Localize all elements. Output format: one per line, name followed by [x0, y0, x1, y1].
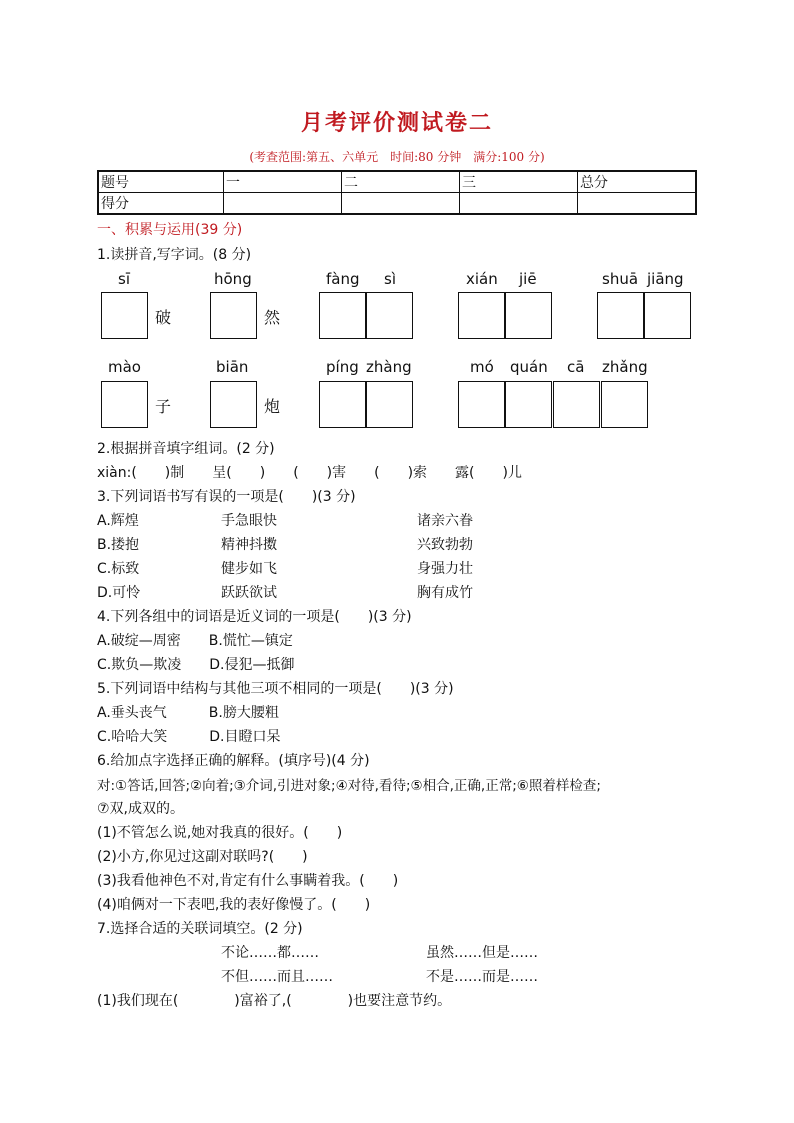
conjunction-option: 不但……而且…… [221, 969, 333, 985]
answer-box[interactable] [505, 292, 552, 339]
option-label: A.辉煌 [97, 513, 139, 529]
pinyin: mào [108, 358, 141, 376]
question-5-prompt: 5.下列词语中结构与其他三项不相同的一项是( )(3 分) [97, 681, 454, 697]
pinyin: cā [567, 358, 585, 376]
answer-box[interactable] [458, 381, 505, 428]
pinyin: xián [466, 270, 498, 288]
given-character: 然 [264, 308, 281, 327]
page-title: 月考评价测试卷二 [300, 110, 493, 136]
pinyin: zhàng [366, 358, 412, 376]
exam-scope: (考查范围:第五、六单元 时间:80 分钟 满分:100 分) [249, 150, 545, 164]
sub-question: (3)我看他神色不对,肯定有什么事瞒着我。( ) [97, 873, 399, 889]
conjunction-option: 不是……而是…… [426, 969, 538, 985]
pinyin: shuā [602, 270, 639, 288]
question-2-prompt: 2.根据拼音填字组词。(2 分) [97, 441, 275, 457]
answer-box[interactable] [601, 381, 648, 428]
score-table-header-row [98, 171, 696, 193]
question-7-prompt: 7.选择合适的关联词填空。(2 分) [97, 921, 303, 937]
pinyin: jiāng [647, 270, 684, 288]
answer-box[interactable] [553, 381, 600, 428]
answer-box[interactable] [319, 292, 366, 339]
pinyin: fàng [326, 270, 360, 288]
conjunction-option: 虽然……但是…… [426, 945, 538, 961]
score-cell[interactable] [460, 193, 578, 215]
pinyin: jiē [519, 270, 537, 288]
options-line: C.欺负—欺凌 D.侵犯—抵御 [97, 657, 295, 673]
pinyin: sī [118, 270, 130, 288]
sub-question: (1)我们现在( )富裕了,( )也要注意节约。 [97, 993, 452, 1009]
answer-box[interactable] [319, 381, 366, 428]
sub-question: (1)不管怎么说,她对我真的很好。( ) [97, 825, 343, 841]
score-cell[interactable] [342, 193, 460, 215]
option-word: 胸有成竹 [417, 585, 473, 601]
given-character: 炮 [264, 397, 281, 416]
option-label: D.可怜 [97, 585, 141, 601]
option-word: 手急眼快 [221, 513, 277, 529]
pinyin: quán [510, 358, 548, 376]
definitions-line: ⑦双,成双的。 [97, 801, 185, 817]
score-cell[interactable] [224, 193, 342, 215]
pinyin: mó [470, 358, 494, 376]
option-label: B.搂抱 [97, 537, 140, 553]
question-2-line: xiàn:( )制 呈( ) ( )害 ( )索 露( )儿 [97, 465, 522, 481]
conjunction-option: 不论……都…… [221, 945, 319, 961]
score-row-label: 得分 [98, 193, 224, 215]
pinyin: hōng [214, 270, 252, 288]
pinyin: zhǎng [602, 358, 648, 376]
question-4-prompt: 4.下列各组中的词语是近义词的一项是( )(3 分) [97, 609, 412, 625]
score-cell[interactable] [578, 193, 697, 215]
definitions-line: 对:①答话,回答;②向着;③介词,引进对象;④对待,看待;⑤相合,正确,正常;⑥照着样检查; [97, 778, 601, 794]
answer-box[interactable] [458, 292, 505, 339]
answer-box[interactable] [210, 381, 257, 428]
pinyin: píng [326, 358, 359, 376]
given-character: 子 [155, 397, 172, 416]
option-word: 精神抖擞 [221, 537, 277, 553]
answer-box[interactable] [366, 381, 413, 428]
option-word: 跃跃欲试 [221, 585, 277, 601]
answer-box[interactable] [505, 381, 552, 428]
options-line: C.哈哈大笑 D.目瞪口呆 [97, 729, 281, 745]
question-6-prompt: 6.给加点字选择正确的解释。(填序号)(4 分) [97, 753, 370, 769]
score-table-score-row [98, 193, 696, 215]
given-character: 破 [155, 308, 172, 327]
option-word: 诸亲六眷 [417, 513, 473, 529]
answer-box[interactable] [366, 292, 413, 339]
option-word: 兴致勃勃 [417, 537, 473, 553]
sub-question: (2)小方,你见过这副对联吗?( ) [97, 849, 308, 865]
score-header-cell: 三 [460, 171, 578, 193]
answer-box[interactable] [101, 381, 148, 428]
question-1-prompt: 1.读拼音,写字词。(8 分) [97, 247, 252, 263]
answer-box[interactable] [101, 292, 148, 339]
pinyin: sì [384, 270, 396, 288]
option-word: 健步如飞 [221, 561, 277, 577]
score-table [97, 170, 697, 215]
score-header-cell: 题号 [98, 171, 224, 193]
question-3-prompt: 3.下列词语书写有误的一项是( )(3 分) [97, 489, 356, 505]
answer-box[interactable] [644, 292, 691, 339]
answer-box[interactable] [597, 292, 644, 339]
options-line: A.垂头丧气 B.膀大腰粗 [97, 705, 279, 721]
sub-question: (4)咱俩对一下表吧,我的表好像慢了。( ) [97, 897, 371, 913]
score-header-cell: 总分 [578, 171, 697, 193]
option-label: C.标致 [97, 561, 140, 577]
option-word: 身强力壮 [417, 561, 473, 577]
options-line: A.破绽—周密 B.慌忙—镇定 [97, 633, 293, 649]
answer-box[interactable] [210, 292, 257, 339]
score-header-cell: 二 [342, 171, 460, 193]
pinyin: biān [216, 358, 249, 376]
score-header-cell: 一 [224, 171, 342, 193]
section-heading: 一、积累与运用(39 分) [97, 222, 243, 238]
